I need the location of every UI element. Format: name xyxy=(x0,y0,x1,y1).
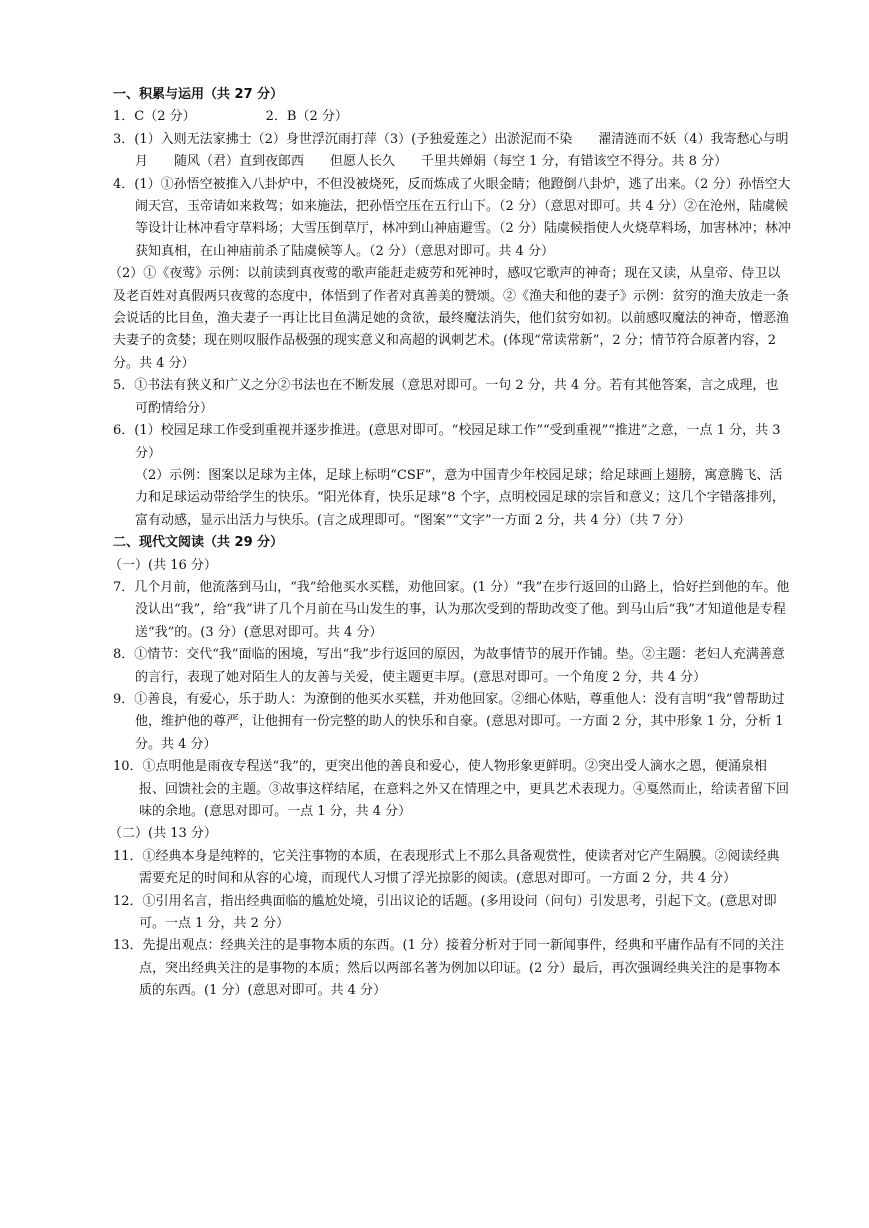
answer-3: 3．(1）入则无法家拂士（2）身世浮沉雨打萍（3）(予独爱莲之）出淤泥而不染 濯清涟而不妖（4）我寄愁心与明月 随风（君）直到夜郎西 但愿人长久 千里共婵娟（每空 1 分，有错该空不得分。共 8 分） xyxy=(113,131,789,170)
section1-title: 一、积累与运用（共 27 分） xyxy=(113,87,284,102)
answer-13: 13．先提出观点：经典关注的是事物本质的东西。(1 分）接着分析对于同一新闻事件，经典和平庸作品有不同的关注点，突出经典关注的是事物的本质；然后以两部名著为例加以印证。(2 分）最后，再次强调经典关注的是事物本质的东西。(1 分）(意思对即可。共 4 分） xyxy=(113,938,785,999)
answer-2: 2．B（2 分） xyxy=(265,109,348,125)
answer-6-part1: 6．(1）校园足球工作受到重视并逐步推进。(意思对即可。“校园足球工作”“受到重视”“推进”之意，一点 1 分，共 3 分） xyxy=(113,423,781,461)
answer-row-1-2 xyxy=(113,106,791,128)
section2-part1-label: （一）(共 16 分） xyxy=(109,557,217,573)
answer-1: 1．C（2 分） xyxy=(113,109,196,125)
answer-5: 5．①书法有狭义和广义之分②书法也在不断发展（意思对即可。一句 2 分，共 4 分。若有其他答案，言之成理，也可酌情给分） xyxy=(113,378,779,416)
answer-8: 8．①情节：交代“我”面临的困境，写出“我”步行返回的原因，为故事情节的展开作铺。垫。②主题：老妇人充满善意的言行，表现了她对陌生人的友善与关爱，使主题更丰厚。(意思对即可。一个角度 2 分，共 4 分） xyxy=(113,647,785,685)
answer-9: 9．①善良，有爱心，乐于助人：为潦倒的他买水买糕，并劝他回家。②细心体贴，尊重他人：没有言明“我”曾帮助过他，维护他的尊严，让他拥有一份完整的助人的快乐和自豪。(意思对即可。一方面 2 分，其中形象 1 分，分析 1 分。共 4 分） xyxy=(113,691,785,752)
section2-title: 二、现代文阅读（共 29 分） xyxy=(113,535,284,551)
answer-12: 12．①引用名言，指出经典面临的尴尬处境，引出议论的话题。(多用设问（问句）引发思考，引起下文。(意思对即可。一点 1 分，共 2 分） xyxy=(113,893,777,932)
answer-7: 7．几个月前，他流落到马山，“我”给他买水买糕，劝他回家。(1 分）“我”在步行返回的山路上，恰好拦到他的车。他没认出“我”，给“我”讲了几个月前在马山发生的事，认为那次受到的帮助改变了他。到马山后“我”才知道他是专程送“我”的。(3 分）(意思对即可。共 4 分） xyxy=(113,579,790,640)
answer-4-part1: 4．(1）①孙悟空被推入八卦炉中，不但没被烧死，反而炼成了火眼金睛；他蹬倒八卦炉，逃了出来。（2 分）孙悟空大闹天宫，玉帝请如来救驾；如来施法，把孙悟空压在五行山下。（2 分）（意思对即可。共 4 分）②在沧州，陆虞候等设计让林冲看守草料场；大雪压倒草厅，林冲到山神庙避雪。（2 分）陆虞候指使人火烧草料场，加害林冲；林冲获知真相，在山神庙前杀了陆虞候等人。（2 分）（意思对即可。共 4 分） xyxy=(113,176,791,259)
answer-11: 11．①经典本身是纯粹的，它关注事物的本质，在表现形式上不那么具备观赏性，使读者对它产生隔膜。②阅读经典需要充足的时间和从容的心境，而现代人习惯了浮光掠影的阅读。(意思对即可。一方面 2 分，共 4 分） xyxy=(113,848,780,887)
answer-6-part2: （2）示例：图案以足球为主体，足球上标明“CSF”，意为中国青少年校园足球；给足球画上翅膀，寓意腾飞、活力和足球运动带给学生的快乐。“阳光体育，快乐足球”8 个字，点明校园足球的宗旨和意义；这几个字错落排列，富有动感，显示出活力与快乐。(言之成理即可。“图案”“文字”一方面 2 分，共 4 分）（共 7 分） xyxy=(135,467,785,528)
section2-part2-label: （二）(共 13 分） xyxy=(109,826,217,842)
answer-4-part2: （2）①《夜莺》示例：以前读到真夜莺的歌声能赶走疲劳和死神时，感叹它歌声的神奇；现在又读，从皇帝、侍卫以及老百姓对真假两只夜莺的态度中，体悟到了作者对真善美的赞颂。②《渔夫和他的妻子》示例：贫穷的渔夫放走一条会说话的比目鱼，渔夫妻子一再让比目鱼满足她的贪欲，最终魔法消失，他们贫穷如初。以前感叹魔法的神奇，憎恶渔夫妻子的贪婪；现在则叹服作品极强的现实意义和高超的讽刺艺术。(体现“常读常新”，2 分；情节符合原著内容，2 分。共 4 分） xyxy=(109,266,790,371)
spacer xyxy=(196,106,266,128)
answer-10: 10．①点明他是雨夜专程送“我”的，更突出他的善良和爱心，使人物形象更鲜明。②突出受人滴水之恩，便涌泉相报、回馈社会的主题。③故事这样结尾，在意料之外又在情理之中，更具艺术表现力。④戛然而止，给读者留下回味的余地。(意思对即可。一点 1 分，共 4 分） xyxy=(113,759,790,819)
